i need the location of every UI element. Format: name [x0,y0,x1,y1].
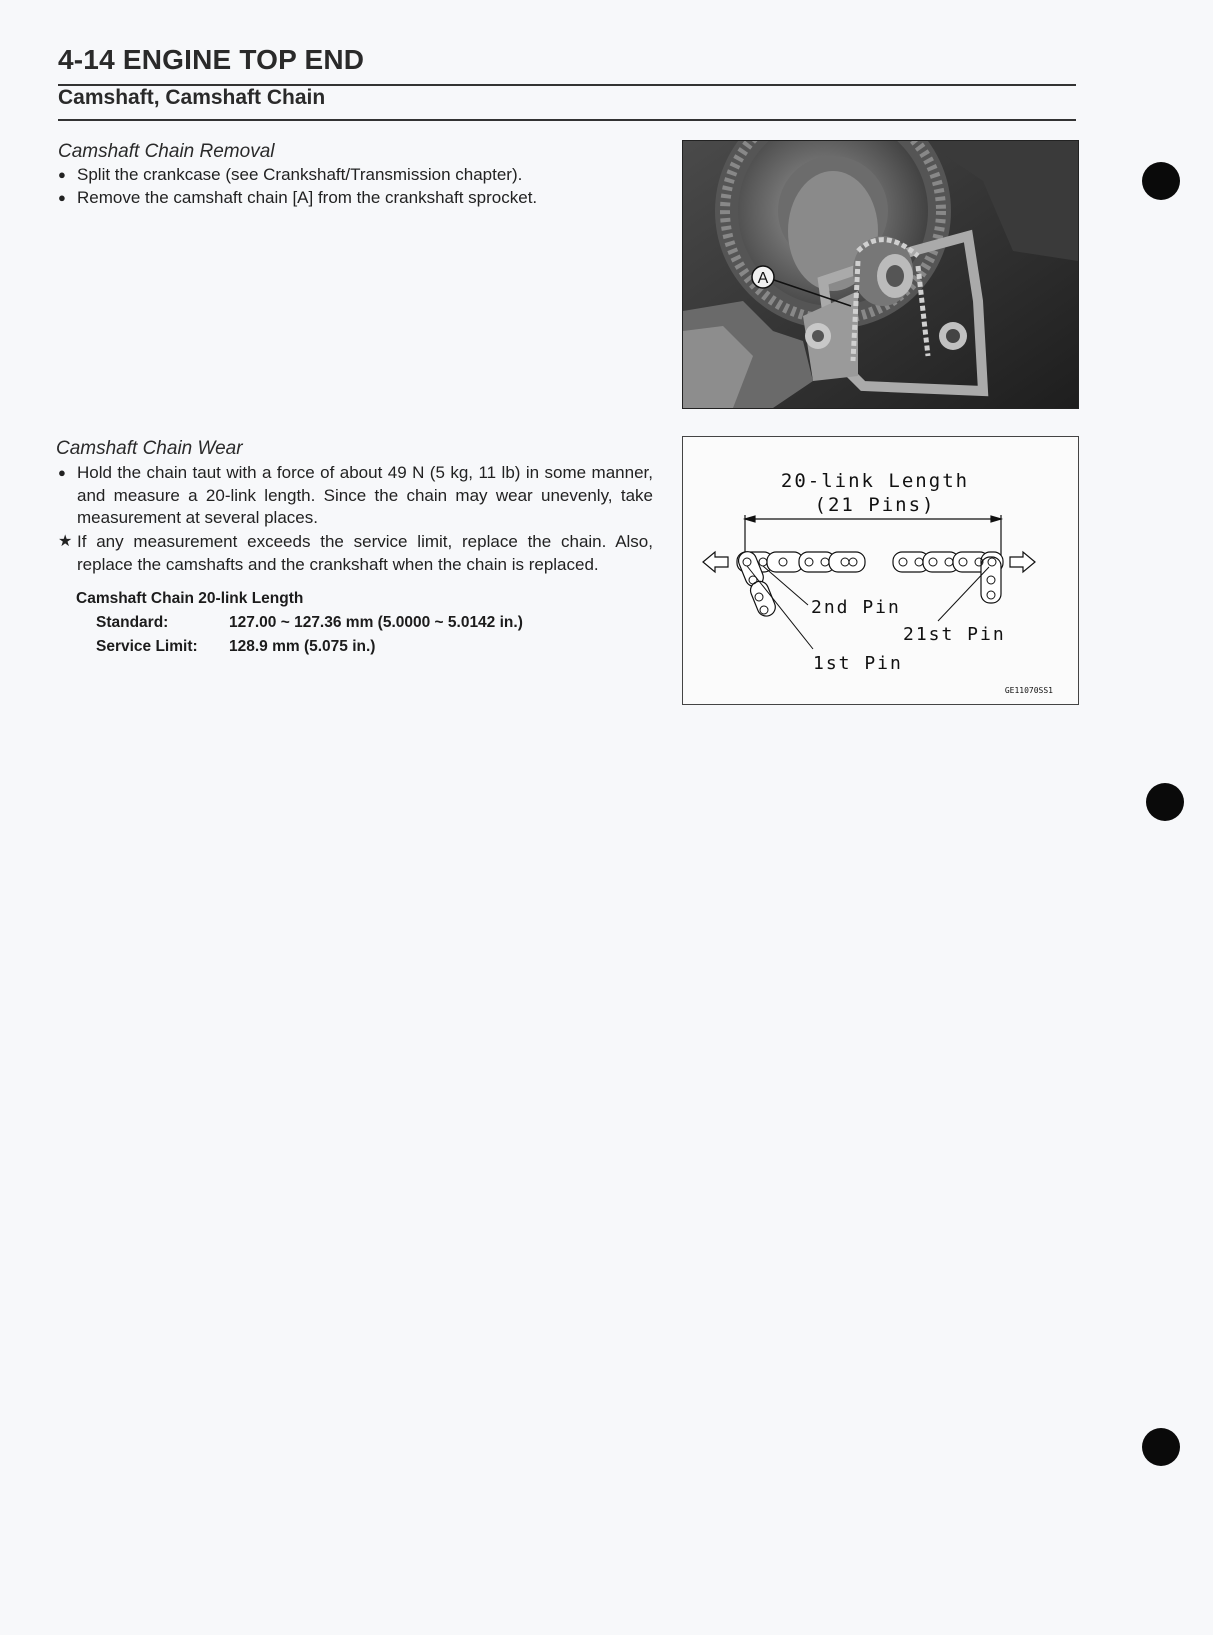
chain-diagram-drawing [683,437,1078,704]
bullet-icon: ● [58,465,66,480]
chapter-title: 4-14 ENGINE TOP END [58,44,365,75]
spec-title: Camshaft Chain 20-link Length [76,590,304,607]
section-rule [58,119,1076,121]
removal-step-text: Remove the camshaft chain [A] from the crankshaft sprocket. [77,188,538,207]
bullet-icon: ● [58,167,66,182]
pin-label-21st: 21st Pin [903,624,1006,645]
callout-label: A [757,270,769,287]
pull-right-arrow-icon [1010,552,1035,572]
star-icon: ★ [58,533,73,550]
binder-hole-bottom [1142,1428,1180,1466]
pin-label-1st: 1st Pin [813,653,903,674]
removal-heading: Camshaft Chain Removal [58,141,275,162]
wear-step-text: Hold the chain taut with a force of about 49 N (5 kg, 11 lb) in some manner, and measure a 20-link length. Since the chain may wear unevenly, take measurement at several places. [77,463,653,527]
engine-photo-drawing [683,141,1078,408]
chain-right-section [893,552,1003,603]
length-label: 20-link Length [780,470,970,492]
spec-label-standard: Standard: [96,614,169,631]
removal-step-text: Split the crankcase (see Crankshaft/Transmission chapter). [77,165,523,184]
pull-left-arrow-icon [703,552,728,572]
figure-code: GE11070SS1 [1004,686,1053,695]
wear-step [58,462,653,532]
bullet-icon: ● [58,190,66,205]
spec-label-service-limit: Service Limit: [96,638,198,655]
chain-length-diagram [682,436,1079,705]
removal-step [58,164,658,187]
section-title: Camshaft, Camshaft Chain [58,86,326,109]
camshaft-chain-photo [682,140,1079,409]
spec-value-service-limit: 128.9 mm (5.075 in.) [229,638,376,655]
pins-label: (21 Pins) [814,494,936,516]
pin-label-2nd: 2nd Pin [811,597,901,618]
binder-hole-top [1142,162,1180,200]
wear-note-text: If any measurement exceeds the service limit, replace the chain. Also, replace the camshafts and the crankshaft when the chain is replaced. [77,532,653,574]
spec-value-standard: 127.00 ~ 127.36 mm (5.0000 ~ 5.0142 in.) [229,614,523,631]
wear-note [58,531,653,579]
removal-step [58,187,658,210]
wear-heading: Camshaft Chain Wear [56,438,243,459]
binder-hole-middle [1146,783,1184,821]
